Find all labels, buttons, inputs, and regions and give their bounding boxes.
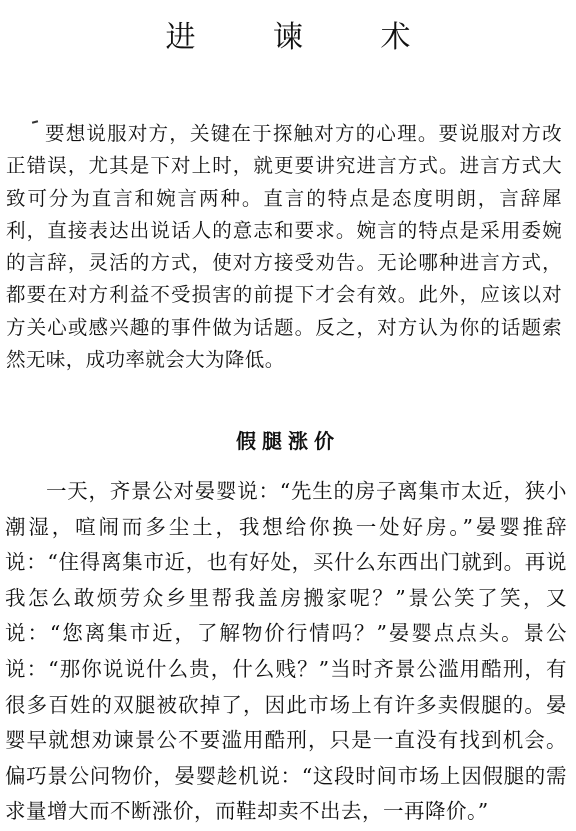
story-paragraph: 一天，齐景公对晏婴说：“先生的房子离集市太近，狭小潮湿，喧闹而多尘土，我想给你换一处好房。”晏婴推辞说：“住得离集市近，也有好处，买什么东西出门就到。再说我怎么敢烦劳众乡里帮我盖房搬家呢？”景公笑了笑，又说：“您离集市近，了解物价行情吗？”晏婴点点头。景公说：“那你说说什么贵，什么贱？”当时齐景公滥用酷刑，有很多百姓的双腿被砍掉了，因此市场上有许多卖假腿的。晏婴早就想劝谏景公不要滥用酷刑，只是一直没有找到机会。偏巧景公问物价，晏婴趁机说：“这段时间市场上因假腿的需求量增大而不断涨价，而鞋却卖不出去，一再降价。” [5,479,567,824]
intro-paragraph: 要想说服对方，关键在于探触对方的心理。要说服对方改正错误，尤其是下对上时，就更要讲究进言方式。进言方式大致可分为直言和婉言两种。直言的特点是态度明朗，言辞犀利，直接表达出说话人的意志和要求。婉言的特点是采用委婉的言辞，灵活的方式，使对方接受劝告。无论哪种进言方式，都要在对方利益不受损害的前提下才会有效。此外，应该以对方关心或感兴趣的事件做为话题。反之，对方认为你的话题索然无味，成功率就会大为降低。 [6,122,562,372]
section-title: 假腿涨价 [236,429,340,453]
page-title: 进 谏 术 [165,20,445,55]
